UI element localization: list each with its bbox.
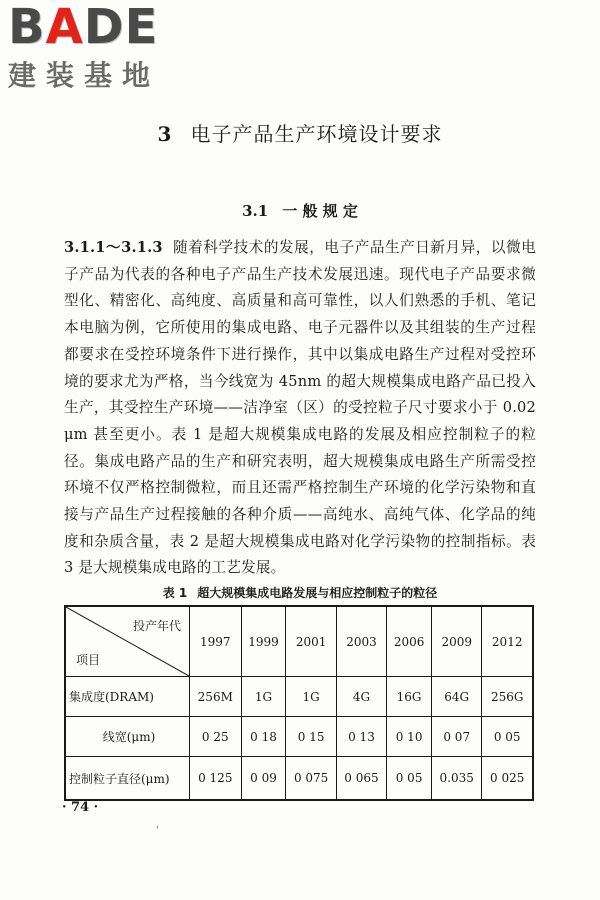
- table-row: [65, 717, 533, 757]
- table-cell: 0 15: [286, 717, 336, 757]
- chapter-title-text: 电子产品生产环境设计要求: [190, 122, 443, 146]
- paragraph-text: 随着科学技术的发展，电子产品生产日新月异，以微电子产品为代表的各种电子产品生产技术发展迅速。现代电子产品要求微型化、精密化、高纯度、高质量和高可靠性，以人们熟悉的手机、笔记本电脑为例，它所使用的集成电路、电子元器件以及其组装的生产过程都要求在受控环境条件下进行操作，其中以集成电路生产过程对受控环境的要求尤为严格，当今线宽为 45nm 的超大规模集成电路产品已投入生产，其受控生产环境——洁净室（区）的受控粒子尺寸要求小于 0.02 μm 甚至更小。表 1 是超大规模集成电路的发展及相应控制粒子的粒径。集成电路产品的生产和研究表明，超大规模集成电路生产所需受控环境不仅严格控制微粒，而且还需严格控制生产环境的化学污染物和直接与产品生产过程接触的各种介质——高纯水、高纯气体、化学品的纯度和杂质含量，表 2 是超大规模集成电路对化学污染物的控制指标。表 3 是大规模集成电路的工艺发展。: [64, 239, 536, 577]
- table-cell: 0 065: [336, 757, 386, 801]
- table-header-row: [65, 606, 533, 677]
- year-header: 2006: [387, 606, 432, 677]
- year-header: 1997: [190, 606, 242, 677]
- table-cell: 0 10: [387, 717, 432, 757]
- corner-bottom-label: 项目: [76, 653, 101, 667]
- table-caption: [0, 584, 600, 601]
- logo-wordmark: BADE: [8, 0, 159, 55]
- body-paragraph: [64, 235, 536, 582]
- table-cell: 16G: [387, 677, 432, 717]
- table-cell: 1G: [286, 677, 336, 717]
- table-cell: 0 05: [387, 757, 432, 801]
- chapter-title: [0, 118, 600, 147]
- table-cell: 0 25: [190, 717, 242, 757]
- table-cell: 0 18: [241, 717, 286, 757]
- table-cell: 0 025: [482, 757, 533, 801]
- table-corner-cell: [65, 606, 190, 677]
- table-cell: 0 125: [190, 757, 242, 801]
- table-cell: 0 09: [241, 757, 286, 801]
- corner-top-label: 投产年代: [132, 619, 181, 633]
- row-label: 集成度(DRAM): [65, 677, 190, 717]
- publisher-logo: [8, 2, 183, 92]
- section-number: 3.1: [242, 202, 269, 220]
- table-row: [65, 757, 533, 801]
- table-cell: 0 07: [432, 717, 482, 757]
- table-cell: 1G: [241, 677, 286, 717]
- section-title: [0, 200, 600, 221]
- table-caption-number: 表 1: [162, 586, 188, 600]
- year-header: 2003: [336, 606, 386, 677]
- row-label: 线宽(μm): [65, 717, 190, 757]
- stray-mark: ': [156, 826, 159, 836]
- page-number: · 74 ·: [62, 800, 99, 815]
- table-cell: 4G: [336, 677, 386, 717]
- year-header: 2012: [482, 606, 533, 677]
- year-header: 1999: [241, 606, 286, 677]
- table-cell: 0.035: [432, 757, 482, 801]
- table-cell: 256M: [190, 677, 242, 717]
- logo-subtitle: 建装基地: [8, 59, 161, 92]
- table-cell: 256G: [482, 677, 533, 717]
- section-title-text: 一 般 规 定: [282, 202, 358, 220]
- year-header: 2009: [432, 606, 482, 677]
- clause-number: 3.1.1～3.1.3: [64, 239, 163, 256]
- year-header: 2001: [286, 606, 336, 677]
- table-caption-title: 超大规模集成电路发展与相应控制粒子的粒径: [197, 586, 438, 600]
- table-cell: 64G: [432, 677, 482, 717]
- table-cell: 0 075: [286, 757, 336, 801]
- chapter-number: 3: [157, 122, 173, 146]
- row-label: 控制粒子直径(μm): [65, 757, 190, 801]
- data-table: [64, 605, 534, 801]
- table-cell: 0 13: [336, 717, 386, 757]
- table-cell: 0 05: [482, 717, 533, 757]
- table-row: [65, 677, 533, 717]
